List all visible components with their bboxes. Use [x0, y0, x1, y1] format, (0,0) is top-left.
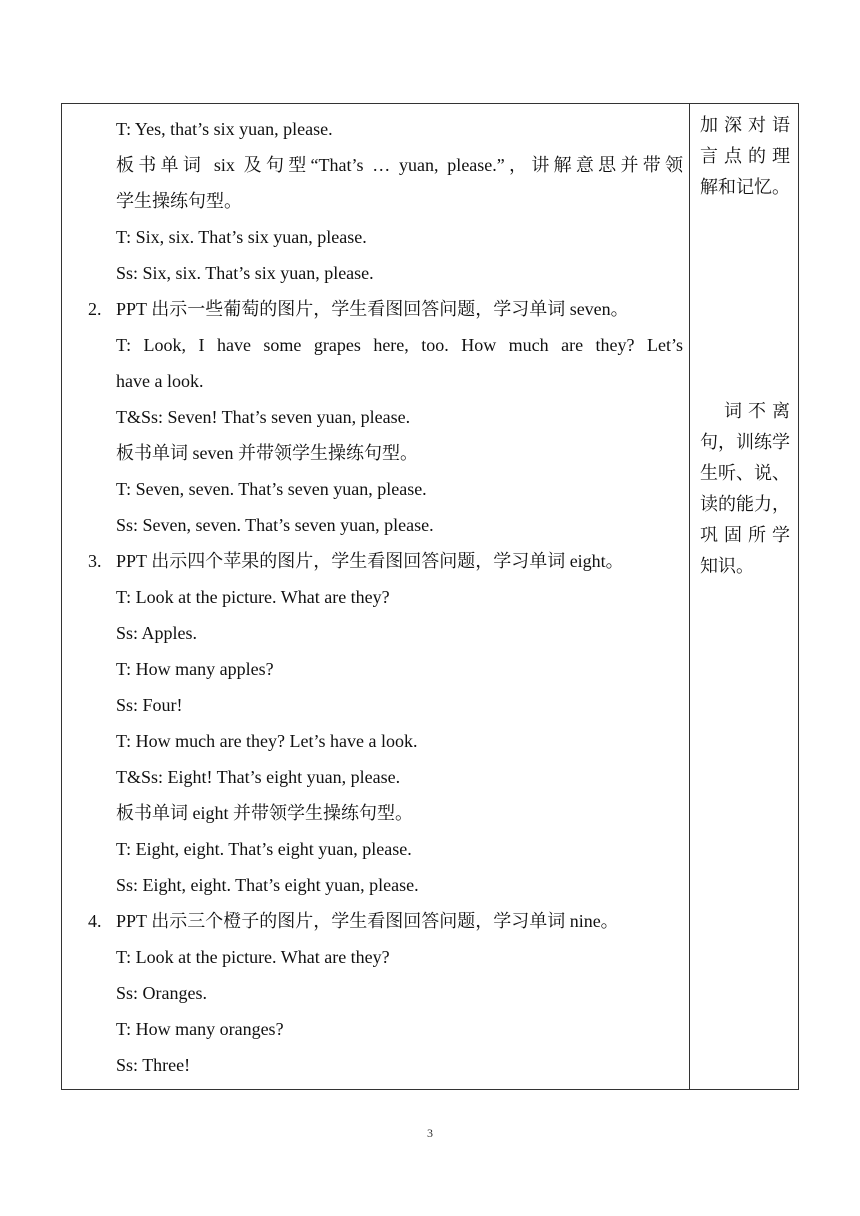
text-line: Ss: Four!	[116, 695, 183, 715]
purpose-note-line: 句，训练学	[700, 432, 790, 452]
page-number: 3	[427, 1126, 433, 1140]
text-line: T&Ss: Seven! That’s seven yuan, please.	[116, 407, 411, 427]
purpose-note-line: 词不离	[700, 401, 790, 421]
text-line: T: How many oranges?	[116, 1019, 284, 1039]
purpose-note-line: 生听、说、	[700, 463, 790, 483]
text-line: T: Eight, eight. That’s eight yuan, please.	[116, 839, 412, 859]
text-line: T: How much are they? Let’s have a look.	[116, 731, 418, 751]
text-line: T: Look at the picture. What are they?	[116, 587, 390, 607]
purpose-note-line: 读的能力，	[700, 494, 790, 514]
text-line: 板书单词 eight 并带领学生操练句型。	[116, 803, 413, 823]
text-line: 板书单词 six 及句型“That’s … yuan, please.”，讲解意思并带领	[116, 155, 683, 175]
text-line: T: Yes, that’s six yuan, please.	[116, 119, 333, 139]
purpose-note-line: 加深对语	[700, 115, 790, 135]
text-line: Ss: Six, six. That’s six yuan, please.	[116, 263, 374, 283]
purpose-note-line: 巩固所学	[700, 525, 790, 545]
step-heading: PPT 出示四个苹果的图片，学生看图回答问题，学习单词 eight。	[116, 551, 624, 571]
step-number: 4.	[88, 911, 102, 931]
purpose-note-line: 解和记忆。	[700, 177, 790, 197]
text-line: Ss: Three!	[116, 1055, 191, 1075]
text-line: 板书单词 seven 并带领学生操练句型。	[116, 443, 418, 463]
text-line: Ss: Eight, eight. That’s eight yuan, please.	[116, 875, 419, 895]
lesson-table	[61, 103, 799, 1090]
text-line: T&Ss: Eight! That’s eight yuan, please.	[116, 767, 401, 787]
text-line: T: Look at the picture. What are they?	[116, 947, 390, 967]
step-heading: PPT 出示三个橙子的图片，学生看图回答问题，学习单词 nine。	[116, 911, 619, 931]
column-divider	[689, 104, 690, 1089]
text-line: T: Seven, seven. That’s seven yuan, please.	[116, 479, 427, 499]
text-line: T: Look, I have some grapes here, too. How much are they? Let’s	[116, 335, 683, 355]
step-number: 2.	[88, 299, 102, 319]
text-line: have a look.	[116, 371, 204, 391]
step-number: 3.	[88, 551, 102, 571]
text-line: Ss: Seven, seven. That’s seven yuan, please.	[116, 515, 434, 535]
text-line: T: Six, six. That’s six yuan, please.	[116, 227, 367, 247]
purpose-note-line: 言点的理	[700, 146, 790, 166]
text-line: T: How many apples?	[116, 659, 274, 679]
text-line: 学生操练句型。	[116, 191, 242, 211]
purpose-note-line: 知识。	[700, 556, 754, 576]
text-line: Ss: Apples.	[116, 623, 198, 643]
step-heading: PPT 出示一些葡萄的图片，学生看图回答问题，学习单词 seven。	[116, 299, 629, 319]
text-line: Ss: Oranges.	[116, 983, 207, 1003]
